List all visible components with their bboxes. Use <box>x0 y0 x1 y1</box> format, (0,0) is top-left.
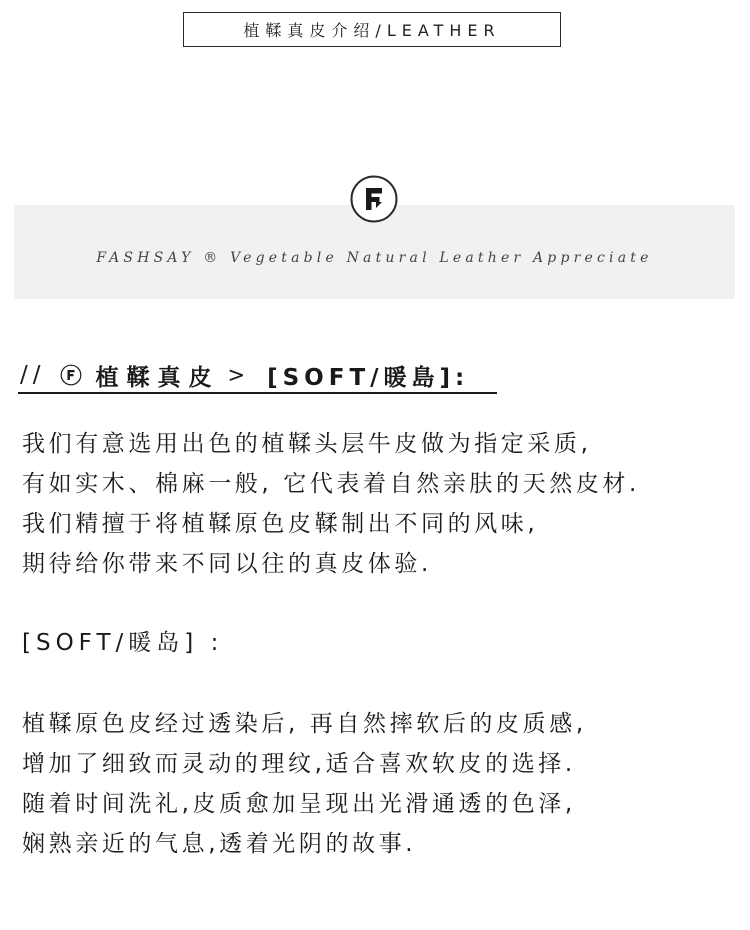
chevron-right-icon: > <box>227 363 246 387</box>
section-title: 植鞣真皮 <box>95 364 220 391</box>
paragraph-line: 我们精擅于将植鞣原色皮鞣制出不同的风味, <box>22 511 539 537</box>
paragraph-line: 植鞣原色皮经过透染后, 再自然摔软后的皮质感, <box>22 711 587 737</box>
soft-paragraph <box>22 704 587 864</box>
heading-slashes: // <box>20 362 46 388</box>
section-tag: [SOFT/暖島]: <box>267 364 470 391</box>
paragraph-line: 有如实木、棉麻一般, 它代表着自然亲肤的天然皮材. <box>22 471 640 497</box>
brand-tagline: FASHSAY ® Vegetable Natural Leather Appreciate <box>96 250 653 266</box>
paragraph-line: 我们有意选用出色的植鞣头层牛皮做为指定采质, <box>22 431 592 457</box>
f-circle-logo-icon <box>350 175 398 223</box>
page-title: 植鞣真皮介绍/LEATHER <box>243 21 501 40</box>
intro-paragraph <box>22 424 640 584</box>
paragraph-line: 增加了细致而灵动的理纹,适合喜欢软皮的选择. <box>22 751 576 777</box>
paragraph-line: 期待给你带来不同以往的真皮体验. <box>22 551 432 577</box>
section-underline <box>18 392 497 394</box>
section-heading <box>20 357 469 393</box>
paragraph-line: 娴熟亲近的气息,透着光阴的故事. <box>22 831 417 857</box>
soft-subheading: [SOFT/暖岛] : <box>22 630 224 656</box>
f-circle-small-icon <box>60 364 82 386</box>
page-title-box <box>183 12 561 47</box>
paragraph-line: 随着时间洗礼,皮质愈加呈现出光滑通透的色泽, <box>22 791 576 817</box>
